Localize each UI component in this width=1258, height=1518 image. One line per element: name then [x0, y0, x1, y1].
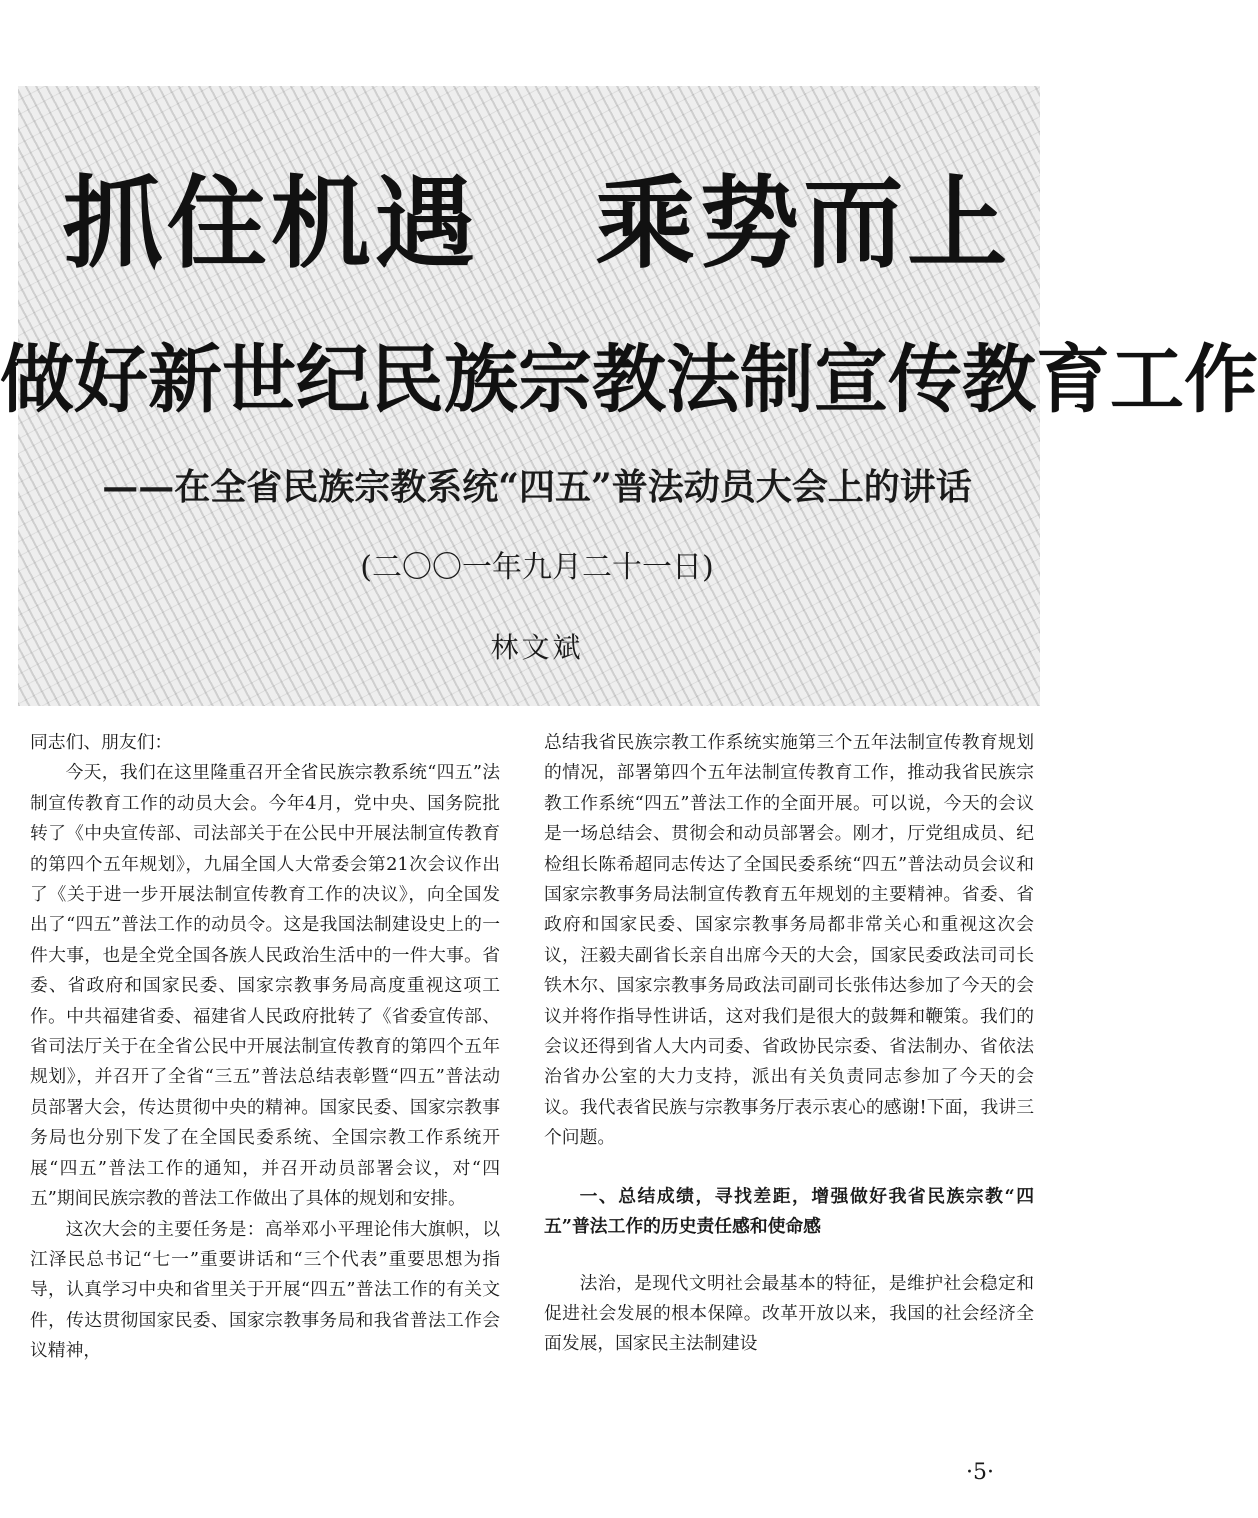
paragraph: 法治，是现代文明社会最基本的特征，是维护社会稳定和促进社会发展的根本保障。改革开放以来，我国的社会经济全面发展，国家民主法制建设 [544, 1272, 1034, 1355]
section-heading: 一、总结成绩，寻找差距，增强做好我省民族宗教“四五”普法工作的历史责任感和使命感 [544, 1185, 1034, 1238]
speech-subtitle: ——在全省民族宗教系统“四五”普法动员大会上的讲话 [102, 466, 972, 508]
main-title: 抓住机遇 乘势而上 [62, 165, 1012, 282]
author-name: 林文斌 [490, 631, 584, 664]
salutation: 同志们、朋友们： [30, 732, 173, 753]
main-title-line-2: 做好新世纪民族宗教法制宣传教育工作 [0, 337, 1258, 423]
paragraph: 这次大会的主要任务是：高举邓小平理论伟大旗帜，以江泽民总书记“七一”重要讲话和“三个代表”重要思想为指导，认真学习中央和省里关于开展“四五”普法工作的有关文件，传达贯彻国家民委、国家宗教事务局和我省普法工作会议精神， [30, 1218, 500, 1362]
paragraph: 今天，我们在这里隆重召开全省民族宗教系统“四五”法制宣传教育工作的动员大会。今年4月，党中央、国务院批转了《中央宣传部、司法部关于在公民中开展法制宣传教育的第四个五年规划》，九届全国人大常委会第21次会议作出了《关于进一步开展法制宣传教育工作的决议》，向全国发出了“四五”普法工作的动员令。这是我国法制建设史上的一件大事，也是全党全国各族人民政治生活中的一件大事。省委、省政府和国家民委、国家宗教事务局高度重视这项工作。中共福建省委、福建省人民政府批转了《省委宣传部、省司法厅关于在全省公民中开展法制宣传教育的第四个五年规划》，并召开了全省“三五”普法总结表彰暨“四五”普法动员部署大会，传达贯彻中央的精神。国家民委、国家宗教事务局也分别下发了在全国民委系统、全国宗教工作系统开展“四五”普法工作的通知，并召开动员部署会议，对“四五”期间民族宗教的普法工作做出了具体的规划和安排。 [30, 762, 500, 1210]
left-text-column [30, 728, 500, 1448]
right-text-column [544, 728, 1034, 1448]
page-number: ·5· [966, 1460, 994, 1485]
paragraph: 总结我省民族宗教工作系统实施第三个五年法制宣传教育规划的情况，部署第四个五年法制宣传教育工作，推动我省民族宗教工作系统“四五”普法工作的全面开展。可以说，今天的会议是一场总结会、贯彻会和动员部署会。刚才，厅党组成员、纪检组长陈希超同志传达了全国民委系统“四五”普法动员会议和国家宗教事务局法制宣传教育五年规划的主要精神。省委、省政府和国家民委、国家宗教事务局都非常关心和重视这次会议，汪毅夫副省长亲自出席今天的大会，国家民委政法司司长铁木尔、国家宗教事务局政法司副司长张伟达参加了今天的会议并将作指导性讲话，这对我们是很大的鼓舞和鞭策。我们的会议还得到省人大内司委、省政协民宗委、省法制办、省依法治省办公室的大力支持，派出有关负责同志参加了今天的会议。我代表省民族与宗教事务厅表示衷心的感谢!下面，我讲三个问题。 [544, 732, 1034, 1149]
speech-date: (二〇〇一年九月二十一日) [360, 550, 714, 585]
